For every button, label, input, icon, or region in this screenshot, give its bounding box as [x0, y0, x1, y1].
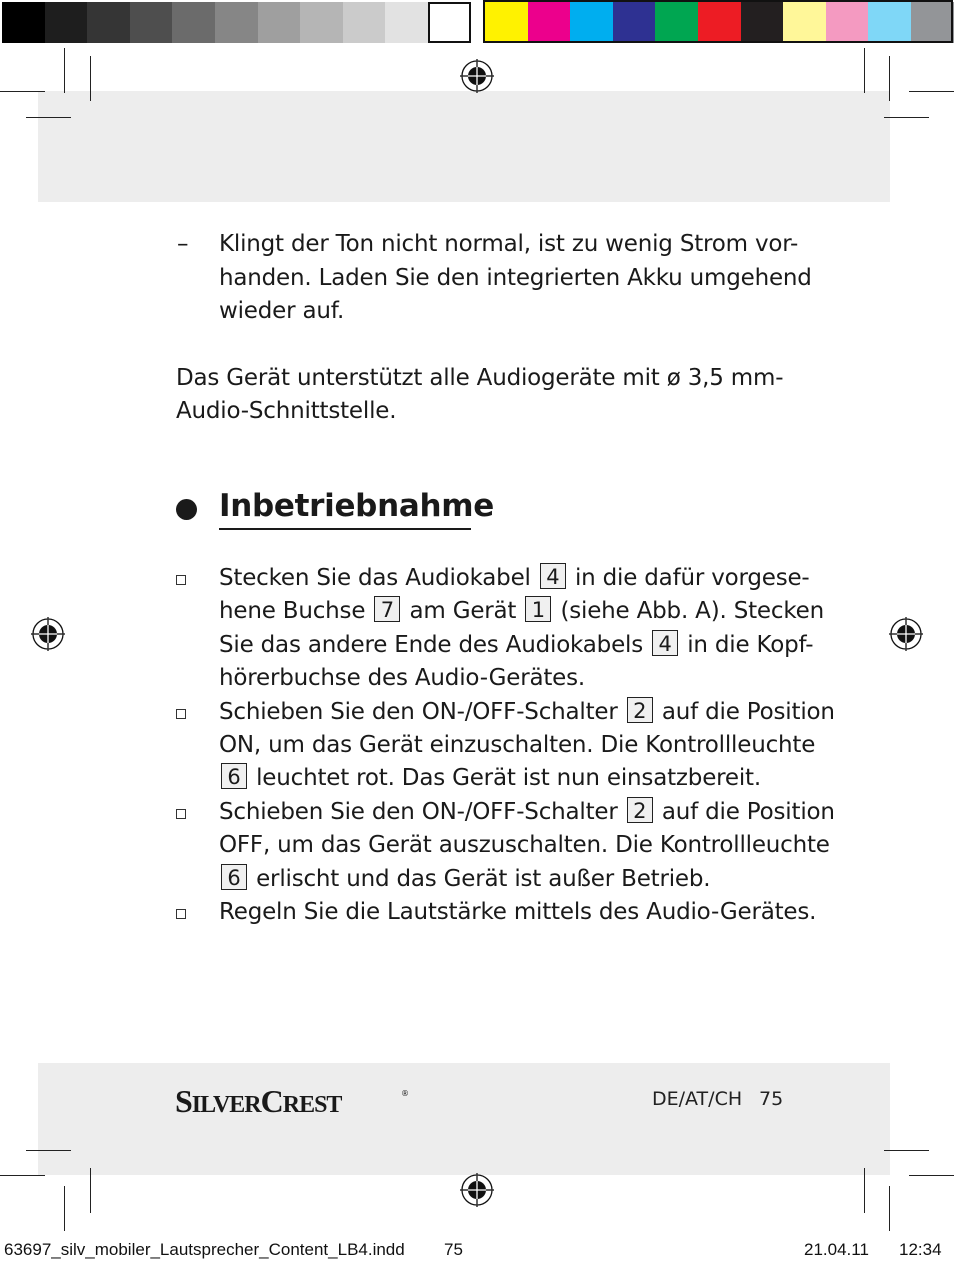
checkbox-bullet-icon — [176, 809, 186, 819]
checkbox-bullet-icon — [176, 709, 186, 719]
gray-swatch — [215, 2, 258, 43]
step-text: am Gerät — [402, 598, 524, 625]
gray-swatch — [87, 2, 130, 43]
paragraph-line: Audio-Schnittstelle. — [176, 398, 397, 424]
page-number: 75 — [759, 1088, 784, 1110]
bullet-line: wieder auf. — [219, 298, 345, 324]
section-bullet-icon — [176, 499, 197, 520]
step-line — [219, 829, 830, 862]
step-text: in die dafür vorgese- — [567, 565, 810, 591]
step-text: Regeln Sie die Lautstärke mittels des Audio-Gerätes. — [219, 899, 817, 925]
part-reference-number: 1 — [525, 596, 551, 622]
step-line — [219, 629, 813, 662]
step-line — [219, 863, 710, 896]
registration-target-right-icon — [889, 617, 923, 651]
gray-swatch — [45, 2, 88, 43]
gray-swatch — [428, 2, 471, 43]
step-line — [219, 896, 816, 929]
step-text: Schieben Sie den ON-/OFF-Schalter — [219, 698, 625, 725]
step-text: hörerbuchse des Audio-Gerätes. — [219, 665, 586, 692]
part-reference-number: 2 — [627, 797, 653, 823]
registration-target-bottom-icon — [460, 1173, 494, 1207]
gray-swatch — [130, 2, 173, 43]
step-text: (siehe Abb. A). Stecken — [553, 598, 824, 625]
region-label: DE/AT/CH — [652, 1088, 743, 1110]
registration-target-top-icon — [460, 59, 494, 93]
step-line — [219, 562, 810, 595]
part-reference-number: 7 — [374, 596, 400, 622]
step-line — [219, 729, 815, 762]
svg-text:SILVERCREST: SILVERCREST — [175, 1083, 342, 1118]
step-text: leuchtet rot. Das Gerät ist nun einsatzbereit. — [249, 765, 761, 792]
gray-swatch — [343, 2, 386, 43]
checkbox-bullet-icon — [176, 575, 186, 585]
dash-bullet: – — [177, 231, 189, 257]
bullet-line: handen. Laden Sie den integrierten Akku umgehend — [219, 265, 812, 291]
svg-text:®: ® — [401, 1089, 409, 1098]
header-band — [38, 91, 890, 202]
gray-swatch — [172, 2, 215, 43]
step-text: auf die Position — [654, 698, 835, 725]
step-text: ON, um das Gerät einzuschalten. Die Kontrollleuchte — [219, 732, 816, 758]
slug-time: 12:34 — [899, 1240, 942, 1259]
step-text: OFF, um das Gerät auszuschalten. Die Kontrollleuchte — [219, 832, 830, 859]
footer-band — [38, 1063, 890, 1175]
section-title: Inbetriebnahme — [219, 488, 494, 524]
registration-target-left-icon — [31, 617, 65, 651]
gray-swatch — [2, 2, 45, 43]
slug-page: 75 — [444, 1240, 463, 1259]
gray-swatch — [300, 2, 343, 43]
silvercrest-logo — [175, 1082, 415, 1118]
bullet-line: Klingt der Ton nicht normal, ist zu wenig Strom vor- — [219, 231, 799, 257]
step-text: Stecken Sie das Audiokabel — [219, 565, 538, 591]
step-text: in die Kopf- — [680, 631, 814, 658]
color-bar-frame — [483, 0, 953, 43]
step-text: hene Buchse — [219, 598, 373, 625]
step-text: Sie das andere Ende des Audiokabels — [219, 631, 651, 658]
checkbox-bullet-icon — [176, 909, 186, 919]
part-reference-number: 4 — [540, 563, 566, 589]
part-reference-number: 6 — [221, 763, 247, 789]
slug-date: 21.04.11 — [804, 1240, 869, 1259]
step-line — [219, 762, 761, 795]
part-reference-number: 2 — [627, 697, 653, 723]
step-line — [219, 662, 585, 695]
step-line — [219, 796, 835, 829]
step-text: Schieben Sie den ON-/OFF-Schalter — [219, 798, 625, 825]
gray-swatch — [258, 2, 301, 43]
part-reference-number: 4 — [652, 630, 678, 656]
section-title-underline — [219, 528, 471, 530]
step-line — [219, 696, 835, 729]
slug-filename: 63697_silv_mobiler_Lautsprecher_Content_LB4.indd — [4, 1240, 405, 1259]
step-text: erlischt und das Gerät ist außer Betrieb. — [249, 865, 711, 892]
step-text: auf die Position — [654, 798, 835, 825]
part-reference-number: 6 — [221, 864, 247, 890]
gray-swatch — [385, 2, 428, 43]
paragraph-line: Das Gerät unterstützt alle Audiogeräte mit ø 3,5 mm- — [176, 365, 784, 391]
step-line — [219, 595, 824, 628]
